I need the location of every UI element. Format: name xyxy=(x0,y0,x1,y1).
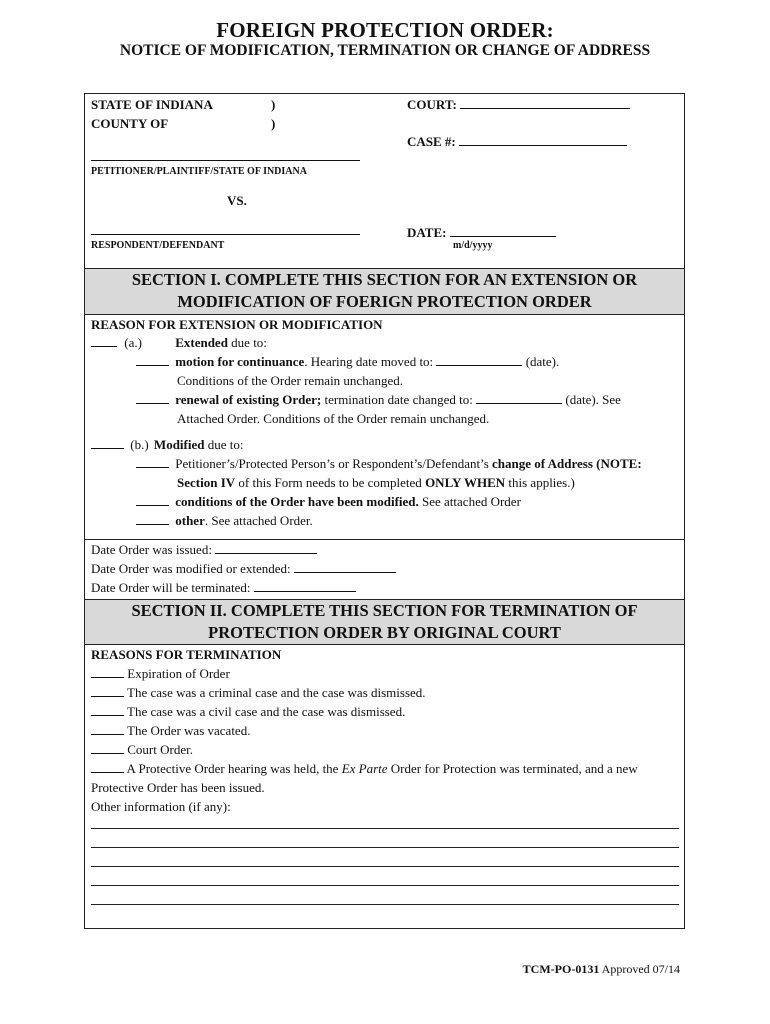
date-format-hint: m/d/yyyy xyxy=(453,240,493,251)
form-code: TCM-PO-0131 xyxy=(522,962,600,976)
option-a2-renewal[interactable]: renewal of existing Order; termination date changed to: (date). See xyxy=(136,392,621,408)
date-issued-line[interactable] xyxy=(215,542,317,554)
reason-4-blank[interactable] xyxy=(91,723,124,735)
date-input-line[interactable] xyxy=(450,225,556,237)
date-field[interactable] xyxy=(407,225,556,241)
reason-2-blank[interactable] xyxy=(91,685,124,697)
form-frame xyxy=(84,93,685,929)
reason-heading: REASON FOR EXTENSION OR MODIFICATION xyxy=(91,317,383,332)
form-title: FOREIGN PROTECTION ORDER: xyxy=(216,18,554,42)
section1-divider xyxy=(85,539,684,540)
termination-reason-6[interactable]: A Protective Order hearing was held, the Ex Parte Order for Protection was terminated, and a new xyxy=(91,761,638,777)
date-modified-field[interactable]: Date Order was modified or extended: xyxy=(91,561,396,577)
reason-1-blank[interactable] xyxy=(91,666,124,678)
reason-3-blank[interactable] xyxy=(91,704,124,716)
hearing-date-line[interactable] xyxy=(436,354,522,366)
court-input-line[interactable] xyxy=(460,97,630,109)
form-footer xyxy=(523,962,680,977)
option-a-extended[interactable]: (a.) Extended due to: xyxy=(91,335,267,351)
reason-5-blank[interactable] xyxy=(91,742,124,754)
option-a1-blank[interactable] xyxy=(136,354,169,366)
other-info-line-5[interactable] xyxy=(91,904,679,905)
section1-heading-line2: MODIFICATION OF FOERIGN PROTECTION ORDER xyxy=(177,292,592,311)
option-b1-note: Section IV of this Form needs to be completed ONLY WHEN this applies.) xyxy=(177,475,575,490)
option-a1-note: Conditions of the Order remain unchanged. xyxy=(177,373,403,388)
reason-6-blank[interactable] xyxy=(91,761,124,773)
option-b-modified[interactable]: (b.) Modified due to: xyxy=(91,437,243,453)
date-terminated-field[interactable]: Date Order will be terminated: xyxy=(91,580,356,596)
termination-date-line[interactable] xyxy=(476,392,562,404)
caption-paren-2: ) xyxy=(271,116,276,131)
termination-reason-1[interactable]: Expiration of Order xyxy=(91,666,230,682)
date-issued-field[interactable]: Date Order was issued: xyxy=(91,542,317,558)
option-b2-blank[interactable] xyxy=(136,494,169,506)
option-a1-continuance[interactable]: motion for continuance. Hearing date moved to: (date). xyxy=(136,354,559,370)
option-b3-other[interactable]: other. See attached Order. xyxy=(136,513,313,529)
termination-heading: REASONS FOR TERMINATION xyxy=(91,647,282,662)
petitioner-line[interactable] xyxy=(91,160,360,161)
state-label: STATE OF INDIANA xyxy=(91,97,213,112)
option-a2-blank[interactable] xyxy=(136,392,169,404)
section1-header xyxy=(85,268,684,315)
date-terminated-line[interactable] xyxy=(254,580,356,592)
court-label: COURT: xyxy=(407,97,457,112)
section1-heading-line1: SECTION I. COMPLETE THIS SECTION FOR AN EXTENSION OR xyxy=(131,270,638,289)
approval-date: Approved 07/14 xyxy=(599,962,680,976)
respondent-label: RESPONDENT/DEFENDANT xyxy=(91,240,225,251)
termination-reason-4[interactable]: The Order was vacated. xyxy=(91,723,250,739)
option-b2-conditions[interactable]: conditions of the Order have been modified. See attached Order xyxy=(136,494,521,510)
option-a2-note: Attached Order. Conditions of the Order remain unchanged. xyxy=(177,411,490,426)
case-input-line[interactable] xyxy=(459,134,627,146)
option-b-blank[interactable] xyxy=(91,437,124,449)
other-info-line-2[interactable] xyxy=(91,847,679,848)
date-modified-line[interactable] xyxy=(294,561,396,573)
case-label: CASE #: xyxy=(407,134,456,149)
section2-heading-line2: PROTECTION ORDER BY ORIGINAL COURT xyxy=(208,623,561,642)
other-info-line-3[interactable] xyxy=(91,866,679,867)
termination-reason-3[interactable]: The case was a civil case and the case was dismissed. xyxy=(91,704,405,720)
termination-reason-6-cont: Protective Order has been issued. xyxy=(91,780,265,795)
section2-heading-line1: SECTION II. COMPLETE THIS SECTION FOR TERMINATION OF xyxy=(131,601,638,620)
option-b3-blank[interactable] xyxy=(136,513,169,525)
date-label: DATE: xyxy=(407,225,447,240)
option-b1-blank[interactable] xyxy=(136,456,169,468)
respondent-line[interactable] xyxy=(91,234,360,235)
other-info-line-4[interactable] xyxy=(91,885,679,886)
petitioner-label: PETITIONER/PLAINTIFF/STATE OF INDIANA xyxy=(91,166,307,177)
other-info-line-1[interactable] xyxy=(91,828,679,829)
section2-header xyxy=(85,599,684,645)
case-field[interactable] xyxy=(407,134,627,150)
other-info-label: Other information (if any): xyxy=(91,799,231,814)
form-subtitle: NOTICE OF MODIFICATION, TERMINATION OR CHANGE OF ADDRESS xyxy=(119,42,651,59)
court-field[interactable] xyxy=(407,97,630,113)
termination-reason-2[interactable]: The case was a criminal case and the case was dismissed. xyxy=(91,685,426,701)
option-a-blank[interactable] xyxy=(91,335,117,347)
caption-paren-1: ) xyxy=(271,97,276,112)
termination-reason-5[interactable]: Court Order. xyxy=(91,742,193,758)
option-b1-address[interactable]: Petitioner’s/Protected Person’s or Respondent’s/Defendant’s change of Address (NOTE: xyxy=(136,456,642,472)
county-label: COUNTY OF xyxy=(91,116,169,131)
vs-label: VS. xyxy=(227,193,247,208)
